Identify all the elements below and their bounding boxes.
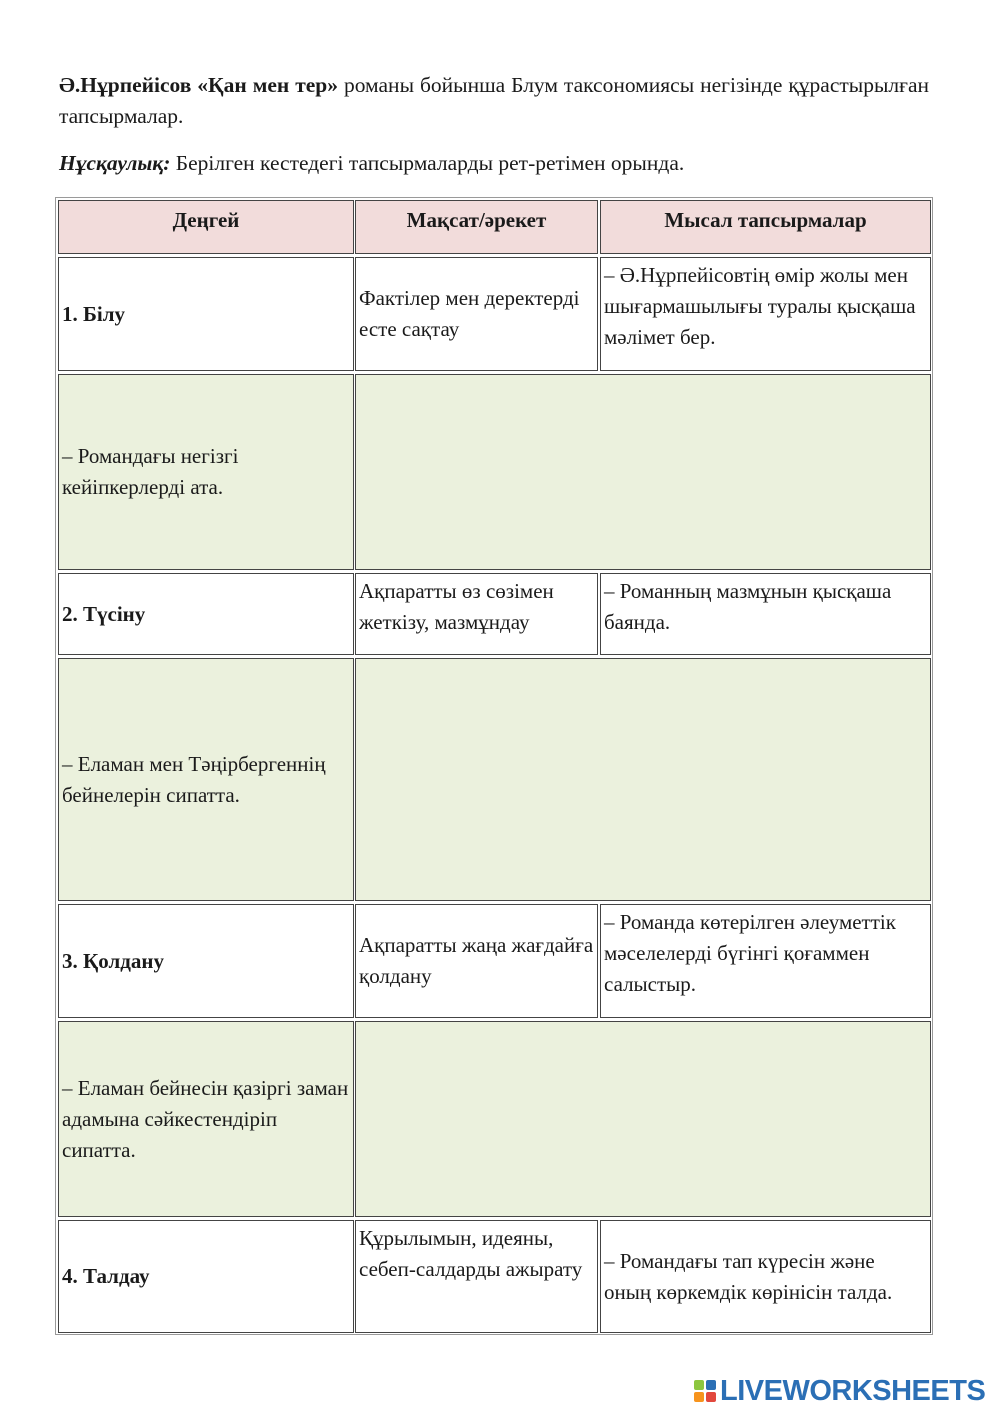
goal-cell [355,904,598,1018]
goal-text: Құрылымын, идеяны, себеп-салдарды ажырату [359,1226,583,1281]
bloom-table [55,197,933,1335]
goal-text: Ақпаратты өз сөзімен жеткізу, мазмұндау [359,579,554,634]
level-label: 4. Талдау [62,1264,150,1288]
example-cell [600,904,931,1018]
answer-field[interactable] [355,1021,931,1217]
example-cell [600,1220,931,1333]
goal-text: Ақпаратты жаңа жағдайға қолдану [359,933,594,988]
example-cell [600,573,931,655]
logo-icon [694,1380,716,1402]
task-cell [58,658,354,901]
level-label: 1. Білу [62,301,125,326]
level-cell [58,573,354,655]
task-cell [58,374,354,570]
intro-title: Ә.Нұрпейісов «Қан мен тер» [59,73,339,97]
level-label: 3. Қолдану [62,948,164,973]
level-cell [58,1220,354,1333]
level-cell [58,904,354,1018]
goal-text: Фактілер мен деректерді есте сақтау [359,286,580,341]
instruction-text: Берілген кестедегі тапсырмаларды рет-ретімен орында. [170,151,685,175]
intro-text: романы бойынша Блум таксономиясы негізінде құрастырылған тапсырмалар. [59,73,929,128]
example-cell [600,257,931,371]
instruction-label: Нұсқаулық: [59,151,171,175]
level-label: 2. Түсіну [62,601,146,626]
task-cell [58,1021,354,1217]
instruction [59,148,929,179]
task-text: – Романдағы негізгі кейіпкерлерді ата. [62,444,239,499]
example-text: – Романда көтерілген әлеуметтік мәселелерді бүгінгі қоғаммен салыстыр. [604,910,896,996]
example-text: – Ә.Нұрпейісовтің өмір жолы мен шығармашылығы туралы қысқаша мәлімет бер. [604,263,916,349]
example-text: – Романның мазмұнын қысқаша баянда. [604,579,892,634]
goal-cell [355,573,598,655]
goal-cell [355,257,598,371]
header-example: Мысал тапсырмалар [600,200,931,254]
answer-field[interactable] [355,658,931,901]
logo-text: LIVEWORKSHEETS [720,1375,986,1407]
liveworksheets-logo [694,1376,985,1406]
header-level: Деңгей [58,200,354,254]
example-text: – Романдағы тап күресін және оның көркемдік көрінісін талда. [604,1248,893,1304]
goal-cell [355,1220,598,1333]
answer-field[interactable] [355,374,931,570]
header-goal: Мақсат/әрекет [355,200,598,254]
task-text: – Еламан мен Тәңірбергеннің бейнелерін сипатта. [62,751,326,807]
level-cell [58,257,354,371]
intro-paragraph [59,70,929,132]
task-text: – Еламан бейнесін қазіргі заман адамына сәйкестендіріп сипатта. [62,1075,349,1162]
